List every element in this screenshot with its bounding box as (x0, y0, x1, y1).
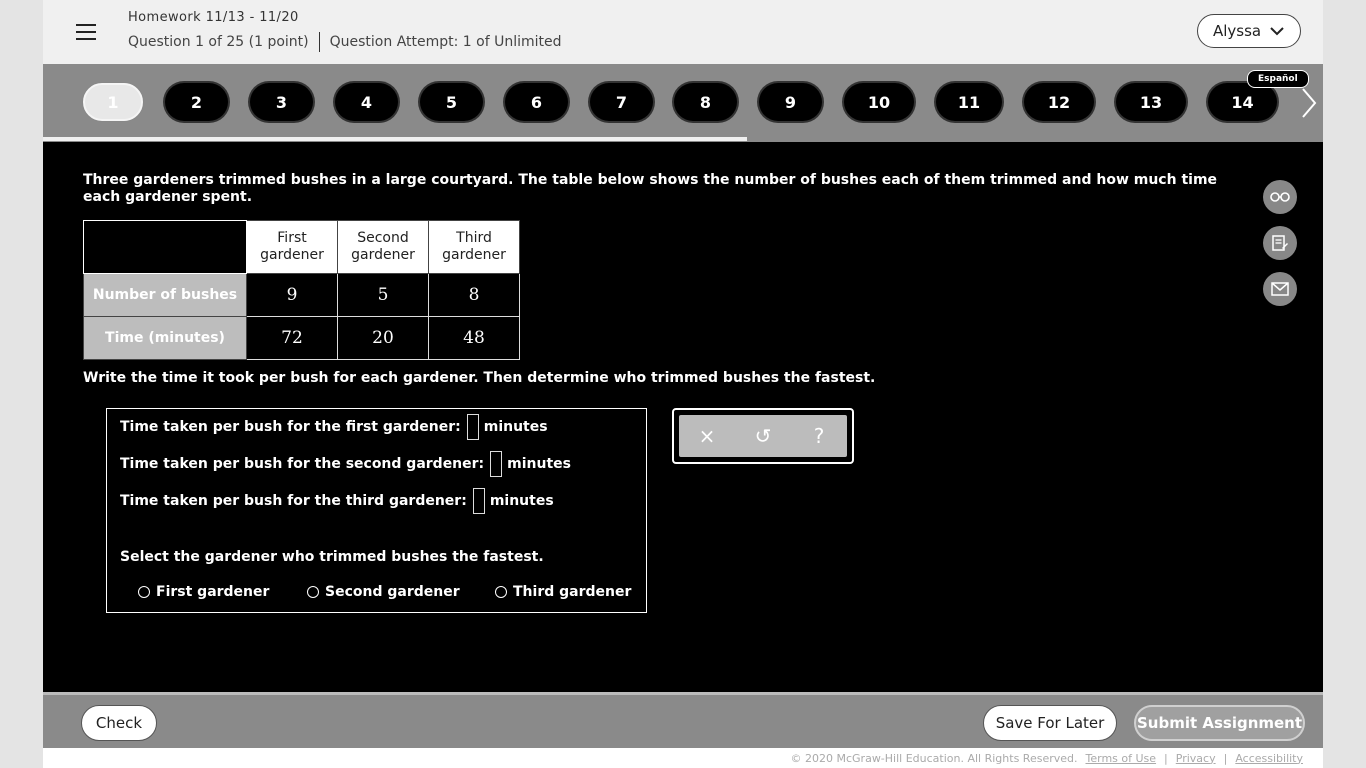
copyright-text: © 2020 McGraw-Hill Education. All Rights Reserved. (790, 751, 1078, 765)
privacy-link[interactable]: Privacy (1175, 751, 1216, 765)
table-cell: 48 (429, 317, 520, 360)
select-prompt: Select the gardener who trimmed bushes the fastest. (120, 549, 544, 565)
table-cell: 20 (338, 317, 429, 360)
question-button-5[interactable]: 5 (420, 83, 483, 121)
question-button-4[interactable]: 4 (335, 83, 398, 121)
espanol-button[interactable]: Español (1247, 70, 1309, 88)
radio-second-gardener[interactable] (307, 584, 460, 600)
user-name: Alyssa (1213, 22, 1262, 40)
notes-icon[interactable] (1263, 226, 1297, 260)
question-nav (43, 64, 1323, 142)
answer-label: Time taken per bush for the first gardener: (120, 419, 461, 435)
radio-circle-icon (138, 586, 150, 598)
question-button-11[interactable]: 11 (936, 83, 1002, 121)
app-frame (43, 0, 1323, 768)
radio-third-gardener[interactable] (495, 584, 631, 600)
row-label: Time (minutes) (84, 317, 247, 360)
legal-footer (43, 748, 1323, 768)
question-button-12[interactable]: 12 (1024, 83, 1094, 121)
divider: | (1223, 751, 1228, 765)
header (43, 0, 1323, 64)
save-for-later-button[interactable]: Save For Later (983, 705, 1117, 741)
answer-tools (672, 408, 854, 464)
question-button-7[interactable]: 7 (590, 83, 653, 121)
undo-icon[interactable]: ↺ (754, 424, 772, 448)
table-cell: 8 (429, 274, 520, 317)
question-button-10[interactable]: 10 (844, 83, 914, 121)
assignment-title: Homework 11/13 - 11/20 (128, 10, 299, 25)
question-button-1[interactable]: 1 (83, 83, 143, 121)
answer-line-second (120, 451, 571, 477)
tools-bar (679, 415, 847, 457)
radio-label: Second gardener (325, 584, 460, 600)
answer-label: Time taken per bush for the third gardener: (120, 493, 467, 509)
table-header: Second gardener (338, 221, 429, 274)
mail-icon[interactable] (1263, 272, 1297, 306)
radio-first-gardener[interactable] (138, 584, 269, 600)
chevron-down-icon (1270, 27, 1284, 36)
question-button-14[interactable]: 14 (1208, 83, 1277, 121)
row-label: Number of bushes (84, 274, 247, 317)
question-number: Question 1 of 25 (1 point) (128, 34, 309, 50)
instruction-text: Write the time it took per bush for each gardener. Then determine who trimmed bushes the fastest. (83, 370, 876, 386)
chevron-right-icon[interactable] (1297, 84, 1323, 122)
help-icon[interactable]: ? (813, 424, 825, 448)
question-button-3[interactable]: 3 (250, 83, 313, 121)
question-button-6[interactable]: 6 (505, 83, 568, 121)
table-cell: 5 (338, 274, 429, 317)
divider: | (1164, 751, 1168, 765)
table-row (84, 274, 520, 317)
answer-line-first (120, 414, 548, 440)
table-corner-cell (84, 221, 247, 274)
third-gardener-input[interactable] (473, 488, 485, 514)
unit-label: minutes (483, 419, 548, 435)
table-header: First gardener (247, 221, 338, 274)
first-gardener-input[interactable] (467, 414, 479, 440)
radio-circle-icon (495, 586, 507, 598)
question-button-2[interactable]: 2 (165, 83, 228, 121)
question-button-9[interactable]: 9 (759, 83, 822, 121)
table-header-row (84, 221, 520, 274)
answer-label: Time taken per bush for the second gardener: (120, 456, 485, 472)
terms-link[interactable]: Terms of Use (1085, 751, 1157, 765)
radio-label: Third gardener (513, 584, 632, 600)
question-prompt: Three gardeners trimmed bushes in a large courtyard. The table below shows the number of bushes each of them trimmed and how much time each gardener spent. (83, 172, 1218, 205)
unit-label: minutes (489, 493, 554, 509)
table-cell: 9 (247, 274, 338, 317)
radio-label: First gardener (156, 584, 270, 600)
glasses-icon[interactable] (1263, 180, 1297, 214)
question-button-8[interactable]: 8 (674, 83, 737, 121)
data-table (83, 220, 520, 360)
divider (319, 32, 320, 52)
table-row (84, 317, 520, 360)
submit-assignment-button[interactable]: Submit Assignment (1134, 705, 1305, 741)
radio-circle-icon (307, 586, 319, 598)
user-menu-button[interactable] (1197, 14, 1301, 48)
unit-label: minutes (507, 456, 571, 472)
attempt-info: Question Attempt: 1 of Unlimited (329, 34, 562, 50)
answer-area (106, 408, 647, 613)
progress-bar (43, 137, 747, 141)
table-cell: 72 (247, 317, 338, 360)
table-header: Third gardener (429, 221, 520, 274)
second-gardener-input[interactable] (490, 451, 502, 477)
check-button[interactable]: Check (81, 705, 157, 741)
answer-line-third (120, 488, 554, 514)
question-button-13[interactable]: 13 (1116, 83, 1186, 121)
footer-bar (43, 692, 1323, 748)
question-info (128, 32, 562, 52)
question-content (43, 142, 1323, 692)
accessibility-link[interactable]: Accessibility (1235, 751, 1303, 765)
hamburger-menu-icon[interactable] (76, 24, 96, 41)
clear-icon[interactable]: × (698, 424, 716, 448)
